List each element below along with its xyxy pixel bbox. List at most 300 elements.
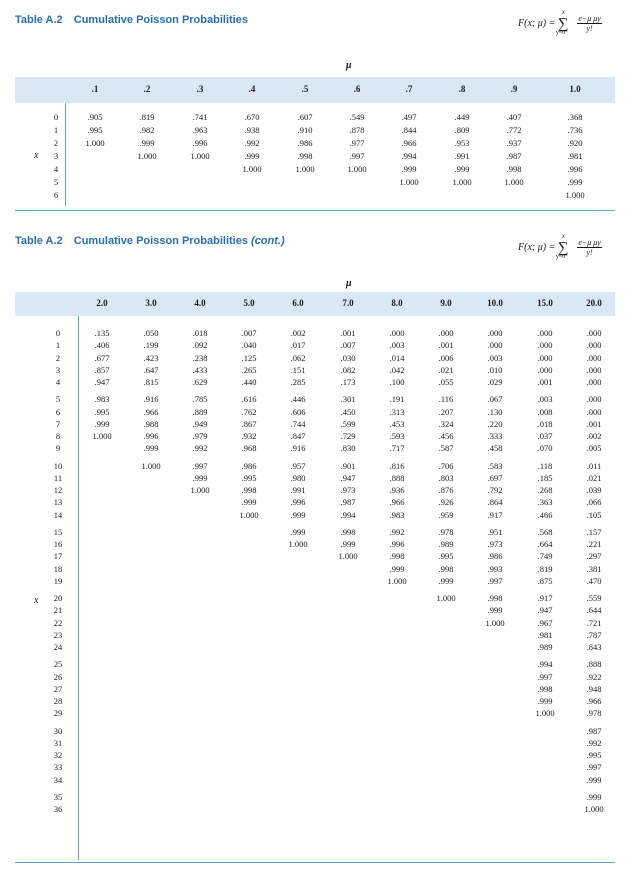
table1-col-header: .8 — [458, 84, 466, 94]
table2-cell: .830 — [340, 443, 356, 454]
table2-cell: .721 — [586, 617, 602, 628]
table2-cell: .994 — [537, 659, 553, 670]
table2-cell: .381 — [586, 563, 602, 574]
table2-cell: 1.000 — [92, 431, 112, 441]
table1-cell: .819 — [139, 112, 155, 122]
table2-cell: .157 — [586, 526, 602, 537]
table2-title-text: Cumulative Poisson Probabilities — [73, 235, 248, 247]
table2-cell: .470 — [586, 575, 602, 586]
table2-cell: .000 — [487, 340, 503, 351]
table2-cell: .917 — [487, 509, 503, 520]
table2-cell: .018 — [537, 418, 553, 429]
table2-divider — [78, 316, 79, 860]
table2-cell: .991 — [290, 485, 306, 495]
table1-formula-lhs: F(x; μ) = — [518, 18, 556, 29]
table2-cell: .999 — [537, 696, 553, 706]
table2-cell: .003 — [487, 352, 503, 363]
table1-cell: .449 — [454, 112, 470, 122]
table2-cell: .999 — [94, 418, 110, 429]
table2-cell: .021 — [586, 472, 602, 483]
table2-cell: .951 — [487, 526, 503, 537]
table2-cell: .092 — [192, 340, 208, 351]
table1-cell: .670 — [244, 112, 260, 122]
table1-col-header: 1.0 — [569, 84, 581, 94]
table2-cell: .998 — [340, 526, 356, 537]
table1-cell: .920 — [567, 138, 583, 148]
table2-cell: .042 — [389, 364, 405, 375]
table2-cell: .847 — [290, 431, 306, 441]
table2-cell: .030 — [340, 352, 356, 363]
table1-cell: .772 — [506, 125, 522, 135]
table2-cell: .000 — [586, 406, 602, 417]
table2-cell: .003 — [389, 340, 405, 351]
table2-cell: .207 — [438, 406, 454, 417]
table2-cell: .011 — [586, 460, 602, 471]
table2-cell: .000 — [586, 352, 602, 363]
table1-formula-numerator: e−μ μy — [578, 14, 601, 24]
table2-col-header: 6.0 — [292, 298, 304, 308]
table2-row-x: 15 — [53, 526, 63, 537]
table1-cell: 1.000 — [190, 151, 210, 161]
table2-cell: .995 — [438, 551, 454, 562]
table1-cell: .953 — [454, 138, 470, 148]
table2-cell: .593 — [389, 431, 405, 441]
table1-row-x: 0 — [53, 112, 59, 122]
table2-cell: .297 — [586, 551, 602, 562]
table2-row-x: 6 — [55, 406, 61, 417]
table2-formula — [518, 232, 602, 260]
table2-cell: .749 — [537, 551, 553, 562]
table2-cell: .966 — [389, 497, 405, 508]
table2-cell: .987 — [586, 725, 602, 736]
table2-cell: .456 — [438, 431, 454, 441]
table1-row-x: 4 — [53, 164, 59, 174]
table2-cell: .999 — [290, 509, 306, 520]
table2-cell: .875 — [537, 575, 553, 586]
table2-row-x: 9 — [55, 443, 61, 454]
table2-cell: .857 — [94, 364, 110, 375]
table2-col-header: 8.0 — [391, 298, 403, 308]
table1-cell: .937 — [506, 138, 522, 148]
table1-cell: .736 — [567, 125, 583, 135]
table2-row-x: 32 — [53, 750, 63, 760]
table2-cell: .000 — [487, 328, 503, 338]
table2-cell: .125 — [241, 352, 257, 363]
table1-cell: .998 — [506, 164, 522, 174]
table2-col-header: 20.0 — [586, 298, 602, 308]
table2-cell: .677 — [94, 352, 110, 363]
table1-cell: .998 — [297, 151, 313, 161]
table1-row-x: 5 — [53, 177, 59, 187]
table2-formula-sum-top: x — [561, 232, 565, 240]
table2-cell: .130 — [487, 406, 503, 417]
table2-cell: .018 — [192, 328, 208, 338]
table2-row-x: 12 — [53, 485, 63, 495]
table2-col-header: 15.0 — [537, 298, 553, 308]
table2-cell: .966 — [586, 696, 602, 706]
table2-cell: .948 — [586, 683, 602, 694]
table1-cell: .995 — [87, 125, 103, 135]
table2-row-x: 27 — [53, 683, 63, 694]
table2-cell: .000 — [586, 394, 602, 405]
table2-col-header: 3.0 — [145, 298, 157, 308]
table2-col-header: 9.0 — [440, 298, 452, 308]
table1-cell: .549 — [349, 112, 365, 122]
table2-cell: .000 — [586, 364, 602, 375]
table2-cell: .980 — [290, 472, 306, 483]
table1-col-header: .2 — [143, 84, 151, 94]
table2-cell: .238 — [192, 352, 208, 363]
table2-cell: .002 — [586, 431, 602, 441]
table2-cell: .221 — [586, 539, 602, 549]
table1-col-header: .4 — [248, 84, 256, 94]
table2-cell: .996 — [143, 431, 159, 441]
table1-col-header: .6 — [353, 84, 361, 94]
table2-row-x: 7 — [55, 418, 61, 429]
table2-cell: .191 — [389, 394, 405, 405]
table2-row-x: 14 — [53, 509, 63, 520]
table2-cell: .587 — [438, 443, 454, 454]
table2-cell: .998 — [241, 485, 257, 495]
table2-row-x: 4 — [55, 377, 61, 387]
table2-cell: .055 — [438, 377, 454, 387]
table1-bottom-rule — [15, 210, 615, 211]
table2-cell: 1.000 — [190, 485, 210, 495]
table2-cell: .959 — [438, 509, 454, 520]
table1-cell: .977 — [349, 138, 365, 148]
table2-cell: .037 — [537, 431, 553, 441]
table2-cell: .996 — [389, 539, 405, 549]
table2-cell: .000 — [537, 352, 553, 363]
table2-cell: .815 — [143, 377, 159, 387]
table2-row-x: 24 — [53, 642, 63, 652]
table1-cell: .996 — [567, 164, 583, 174]
table1-cell: .996 — [192, 138, 208, 148]
table2-cell: 1.000 — [535, 708, 555, 719]
table2-cell: .017 — [290, 340, 306, 351]
table2-cell: .932 — [241, 431, 257, 441]
table2-cell: .986 — [487, 551, 503, 562]
table2-cell: 1.000 — [141, 460, 161, 471]
table2-row-x: 11 — [53, 472, 63, 483]
table1-formula-denominator: y! — [586, 24, 593, 34]
table2-cell: .008 — [537, 406, 553, 417]
table1-cell: .844 — [401, 125, 417, 135]
table1-cell: .963 — [192, 125, 208, 135]
table2-cell: .559 — [586, 593, 602, 603]
table2-cell: .876 — [438, 485, 454, 495]
table1-cell: .407 — [506, 112, 522, 122]
table2-cell: .999 — [586, 774, 602, 785]
table2-formula-sum-bottom: y=0 — [555, 254, 566, 260]
table2-cell: .926 — [438, 497, 454, 508]
table2-cell: .986 — [241, 460, 257, 471]
table2-cell: .973 — [340, 485, 356, 495]
table2-cell: .973 — [487, 539, 503, 549]
table2-cell: .917 — [537, 593, 553, 603]
table2-cell: 1.000 — [387, 575, 407, 586]
table2-cell: .001 — [586, 418, 602, 429]
table2-cell: .301 — [340, 394, 356, 405]
table2-cell: .116 — [438, 394, 454, 405]
table2-cell: .000 — [586, 377, 602, 387]
table2-row-x: 19 — [53, 575, 63, 586]
table2-cell: .998 — [487, 593, 503, 603]
table1-cell: .910 — [297, 125, 313, 135]
table2-cell: .324 — [438, 418, 454, 429]
table2-cell: .729 — [340, 431, 356, 441]
table2-cell: .453 — [389, 418, 405, 429]
table2-cell: .947 — [94, 377, 110, 387]
table2-cell: .979 — [192, 431, 208, 441]
table1-cell: .999 — [139, 138, 155, 148]
table2-cell: .000 — [586, 328, 602, 338]
table2-cell: .981 — [537, 629, 553, 640]
table1-cell: .999 — [567, 177, 583, 187]
table2-cell: .406 — [94, 340, 110, 351]
table2-cell: 1.000 — [239, 509, 259, 520]
table2-cell: .997 — [537, 671, 553, 682]
table2-row-x: 8 — [55, 431, 61, 441]
table2-row-x: 20 — [53, 593, 63, 603]
table2-cell: .001 — [537, 377, 553, 387]
table2-cell: .787 — [586, 629, 602, 640]
table2-title-number: Table A.2 — [15, 235, 63, 247]
table2-cell: .989 — [438, 539, 454, 549]
table2-cell: .995 — [94, 406, 110, 417]
table2-cell: .082 — [340, 364, 356, 375]
table2-cell: .999 — [586, 791, 602, 802]
table2-cell: .458 — [487, 443, 503, 454]
table2-cell: .433 — [192, 364, 208, 375]
table2-cell: .583 — [487, 460, 503, 471]
table2-row-x: 21 — [53, 605, 63, 616]
sum-symbol-icon: ∑ — [557, 240, 569, 256]
table1-cell: .982 — [139, 125, 155, 135]
table1-cell: 1.000 — [565, 190, 585, 200]
table2-cell: .007 — [241, 328, 257, 338]
table2-cell: .003 — [537, 394, 553, 405]
table1-cell: .992 — [244, 138, 260, 148]
table1-col-header: .7 — [405, 84, 413, 94]
table2-cell: .005 — [586, 443, 602, 454]
table2-cell: .997 — [586, 762, 602, 773]
table1-row-x: 2 — [53, 138, 59, 148]
table2-formula-denominator: y! — [586, 248, 593, 258]
table2-bottom-rule — [15, 862, 615, 863]
table2-row-x: 23 — [53, 629, 63, 640]
table2-cell: .173 — [340, 377, 356, 387]
table2-formula-fraction — [577, 238, 602, 257]
table2-cell: .997 — [192, 460, 208, 471]
table2-cell: .021 — [438, 364, 454, 375]
table2-cell: .978 — [586, 708, 602, 719]
table2-cell: .792 — [487, 485, 503, 495]
table2-title-cont: (cont.) — [251, 235, 285, 247]
table1-col-header: .9 — [510, 84, 518, 94]
table2-cell: .999 — [241, 497, 257, 508]
table2-cell: .039 — [586, 485, 602, 495]
table1-formula-fraction — [577, 14, 602, 33]
table1-formula-sum-bottom: y=0 — [555, 30, 566, 36]
table2-cell: .989 — [537, 642, 553, 652]
table2-cell: .220 — [487, 418, 503, 429]
table2-cell: .001 — [340, 328, 356, 338]
table2-col-header: 7.0 — [342, 298, 354, 308]
table2-cell: .957 — [290, 460, 306, 471]
table1-cell: .981 — [567, 151, 583, 161]
table2-cell: .967 — [537, 617, 553, 628]
table1-col-header: .1 — [91, 84, 99, 94]
table2-cell: .000 — [438, 328, 454, 338]
table1-cell: .986 — [297, 138, 313, 148]
table2-cell: .007 — [340, 340, 356, 351]
table2-cell: .000 — [537, 340, 553, 351]
table2-row-x: 13 — [53, 497, 63, 508]
table2-cell: .947 — [537, 605, 553, 616]
table2-cell: .265 — [241, 364, 257, 375]
table2-formula-lhs: F(x; μ) = — [518, 242, 556, 253]
table2-cell: .803 — [438, 472, 454, 483]
table2-cell: .440 — [241, 377, 257, 387]
table2-row-x: 1 — [55, 340, 61, 351]
table1-col-header: .5 — [301, 84, 309, 94]
table2-cell: .151 — [290, 364, 306, 375]
table1-cell: 1.000 — [85, 138, 105, 148]
table2-formula-numerator: e−μ μy — [578, 238, 601, 248]
table2-cell: .999 — [487, 605, 503, 616]
table1-cell: .905 — [87, 112, 103, 122]
table2-cell: 1.000 — [584, 804, 604, 814]
table2-x-label: x — [34, 595, 39, 606]
table2-cell: .100 — [389, 377, 405, 387]
table2-cell: .819 — [537, 563, 553, 574]
table1-cell: .741 — [192, 112, 208, 122]
table2-row-x: 17 — [53, 551, 63, 562]
table2-cell: .867 — [241, 418, 257, 429]
table2-cell: .333 — [487, 431, 503, 441]
table2-cell: .616 — [241, 394, 257, 405]
table2-cell: .135 — [94, 328, 110, 338]
table2-title — [15, 235, 285, 247]
table2-cell: .995 — [586, 750, 602, 760]
table1-cell: 1.000 — [504, 177, 524, 187]
sum-symbol-icon: ∑ — [557, 16, 569, 32]
table2-cell: .000 — [389, 328, 405, 338]
table2-row-x: 2 — [55, 352, 61, 363]
table2-row-x: 5 — [55, 394, 61, 405]
table1-formula — [518, 8, 602, 36]
table1-row-x: 1 — [53, 125, 59, 135]
table1-cell: .368 — [567, 112, 583, 122]
table2-cell: .968 — [241, 443, 257, 454]
table1-title — [15, 14, 248, 26]
table1-formula-sum-top: x — [561, 8, 565, 16]
table2-cell: .949 — [192, 418, 208, 429]
table2-cell: .999 — [143, 443, 159, 454]
table2-cell: .999 — [340, 539, 356, 549]
table2-cell: .647 — [143, 364, 159, 375]
table2-cell: .843 — [586, 642, 602, 652]
table1-title-number: Table A.2 — [15, 14, 63, 26]
table2-row-x: 18 — [53, 563, 63, 574]
table2-cell: .599 — [340, 418, 356, 429]
table2-cell: .118 — [537, 460, 553, 471]
table2-cell: .568 — [537, 526, 553, 537]
table2-row-x: 3 — [55, 364, 61, 375]
table2-cell: .983 — [389, 509, 405, 520]
table2-cell: .916 — [143, 394, 159, 405]
table2-cell: .000 — [537, 364, 553, 375]
table2-cell: .606 — [290, 406, 306, 417]
table2-row-x: 29 — [53, 708, 63, 719]
table2-cell: .922 — [586, 671, 602, 682]
table2-cell: .994 — [340, 509, 356, 520]
table2-cell: .001 — [438, 340, 454, 351]
table1-mu-label: μ — [346, 60, 352, 71]
table2-row-x: 33 — [53, 762, 63, 773]
table2-cell: .006 — [438, 352, 454, 363]
table2-cell: .706 — [438, 460, 454, 471]
table2-cell: .105 — [586, 509, 602, 520]
table2-cell: 1.000 — [485, 617, 505, 628]
table1-cell: 1.000 — [399, 177, 419, 187]
table2-cell: .978 — [438, 526, 454, 537]
table2-cell: .070 — [537, 443, 553, 454]
table2-row-x: 36 — [53, 804, 63, 814]
table1-cell: .497 — [401, 112, 417, 122]
table2-cell: 1.000 — [288, 539, 308, 549]
table1-cell: 1.000 — [295, 164, 315, 174]
table1-cell: .966 — [401, 138, 417, 148]
table2-cell: .916 — [290, 443, 306, 454]
table2-cell: .067 — [487, 394, 503, 405]
table2-cell: .999 — [290, 526, 306, 537]
table2-cell: .062 — [290, 352, 306, 363]
table2-cell: .993 — [487, 563, 503, 574]
table2-cell: .997 — [487, 575, 503, 586]
table2-col-header: 2.0 — [96, 298, 108, 308]
table2-cell: .644 — [586, 605, 602, 616]
table2-cell: .363 — [537, 497, 553, 508]
table2-cell: .992 — [192, 443, 208, 454]
table2-cell: .998 — [438, 563, 454, 574]
table2-cell: .199 — [143, 340, 159, 351]
table2-cell: .998 — [389, 551, 405, 562]
table2-col-header: 5.0 — [243, 298, 255, 308]
table2-cell: 1.000 — [338, 551, 358, 562]
table2-cell: .744 — [290, 418, 306, 429]
table2-cell: .996 — [290, 497, 306, 508]
table1-col-header: .3 — [196, 84, 204, 94]
table1-cell: 1.000 — [347, 164, 367, 174]
table2-cell: .029 — [487, 377, 503, 387]
table2-row-x: 34 — [53, 774, 63, 785]
table2-cell: .889 — [192, 406, 208, 417]
table1-cell: .607 — [297, 112, 313, 122]
table2-cell: .423 — [143, 352, 159, 363]
table2-mu-label: μ — [346, 278, 352, 289]
table2-cell: .983 — [94, 394, 110, 405]
table2-cell: .313 — [389, 406, 405, 417]
table1-cell: .938 — [244, 125, 260, 135]
table2-cell: .998 — [537, 683, 553, 694]
table2-cell: .999 — [389, 563, 405, 574]
table2-cell: .697 — [487, 472, 503, 483]
table2-row-x: 22 — [53, 617, 63, 628]
table1-cell: .999 — [401, 164, 417, 174]
table2-cell: .992 — [389, 526, 405, 537]
